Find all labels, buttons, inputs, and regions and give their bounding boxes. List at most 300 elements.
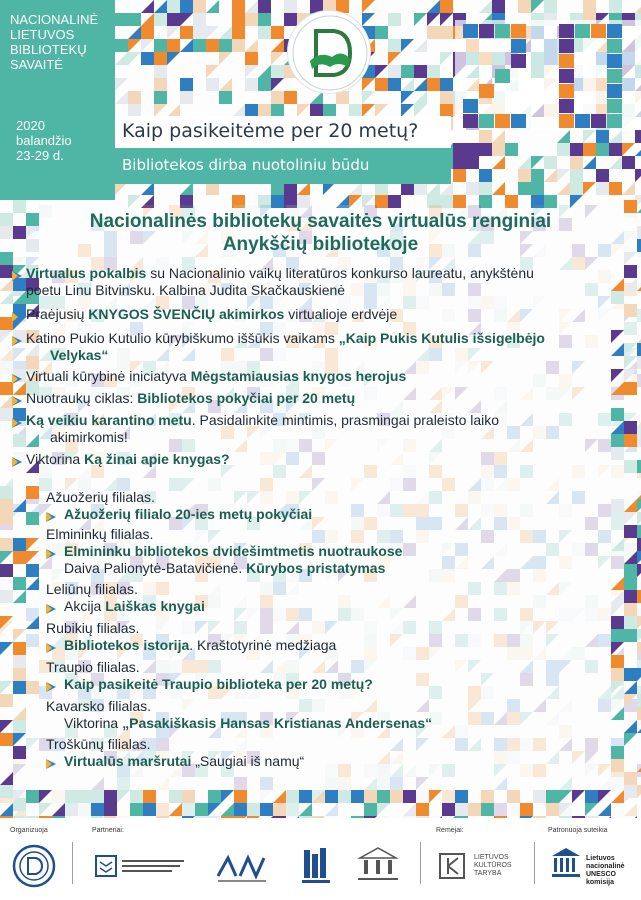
mosaic-tile (533, 595, 546, 608)
mosaic-tile (533, 738, 546, 751)
mosaic-tile (167, 39, 180, 52)
mosaic-tile (559, 504, 572, 517)
mosaic-tile (440, 91, 453, 104)
mosaic-tile (0, 694, 13, 707)
mosaic-tile (271, 65, 284, 78)
mosaic-tile (390, 504, 403, 517)
mosaic-tile (546, 582, 559, 595)
mosaic-tile (245, 13, 258, 26)
mosaic-tile (637, 707, 641, 720)
mosaic-tile (427, 65, 440, 78)
mosaic-tile (219, 26, 232, 39)
event-bold[interactable]: Velykas“ (50, 347, 109, 363)
organizer-label: Organizuoja (10, 827, 48, 834)
event-item (26, 412, 626, 446)
mosaic-tile (520, 556, 533, 569)
mosaic-tile (546, 491, 559, 504)
council-line: TARYBA (474, 870, 502, 877)
mosaic-tile (481, 686, 494, 699)
mosaic-tile (401, 65, 414, 78)
mosaic-tile (13, 655, 26, 668)
twenty-tile (607, 39, 622, 53)
mosaic-tile (416, 517, 429, 530)
mosaic-tile (403, 803, 416, 816)
mosaic-tile (611, 668, 624, 681)
mosaic-tile (117, 777, 130, 790)
twenty-tile (559, 69, 574, 83)
mosaic-tile (624, 733, 637, 746)
mosaic-tile (609, 182, 622, 195)
mosaic-tile (26, 738, 39, 751)
mosaic-tile (468, 491, 481, 504)
mosaic-tile (466, 143, 479, 156)
sponsor-label: Remėjai: (436, 827, 464, 834)
event-date-line: 23-29 d. (16, 148, 64, 163)
mosaic-tile (364, 517, 377, 530)
mosaic-tile (390, 530, 403, 543)
mosaic-tile (572, 751, 585, 764)
mosaic-tile (635, 169, 641, 182)
mosaic-tile (169, 478, 182, 491)
mosaic-tile (26, 512, 39, 525)
mosaic-tile (364, 699, 377, 712)
mosaic-tile (546, 751, 559, 764)
mosaic-tile (531, 169, 544, 182)
mosaic-tile (416, 790, 429, 803)
mosaic-tile (234, 803, 247, 816)
mosaic-tile (507, 738, 520, 751)
mosaic-tile (533, 764, 546, 777)
mosaic-tile (78, 803, 91, 816)
mosaic-tile (245, 0, 258, 13)
mosaic-tile (637, 525, 641, 538)
mosaic-tile (427, 0, 440, 13)
mosaic-tile (156, 621, 169, 634)
mosaic-tile (206, 65, 219, 78)
mosaic-tile (403, 764, 416, 777)
mosaic-tile (494, 569, 507, 582)
mosaic-tile (143, 582, 156, 595)
mosaic-tile (611, 759, 624, 772)
mosaic-tile (429, 634, 442, 647)
mosaic-tile (585, 634, 598, 647)
mosaic-tile (557, 130, 570, 143)
branch-event (64, 560, 385, 576)
mosaic-tile (0, 733, 13, 746)
mosaic-tile (351, 660, 364, 673)
twenty-tile (511, 24, 526, 38)
mosaic-tile (637, 226, 641, 239)
twenty-tile (607, 99, 622, 113)
mosaic-tile (375, 65, 388, 78)
unesco-commission-name (586, 855, 641, 887)
mosaic-tile (364, 777, 377, 790)
arrow-bullet-icon (46, 509, 56, 519)
mosaic-tile (206, 0, 219, 13)
mosaic-tile (401, 78, 414, 91)
mosaic-tile (286, 803, 299, 816)
mosaic-tile (507, 478, 520, 491)
mosaic-tile (232, 39, 245, 52)
mosaic-tile (481, 556, 494, 569)
mosaic-tile (520, 608, 533, 621)
twenty-tile (607, 54, 622, 68)
twenty-tile (495, 69, 510, 83)
mosaic-tile (351, 517, 364, 530)
mosaic-tile (637, 499, 641, 512)
mosaic-tile (364, 764, 377, 777)
mosaic-tile (559, 530, 572, 543)
mosaic-tile (141, 13, 154, 26)
branch-event-bold[interactable]: Virtualūs maršrutai (64, 753, 192, 769)
mosaic-tile (609, 156, 622, 169)
twenty-tile (607, 114, 622, 128)
mosaic-tile (442, 764, 455, 777)
mosaic-tile (130, 790, 143, 803)
mosaic-tile (195, 621, 208, 634)
mosaic-tile (154, 39, 167, 52)
mosaic-tile (494, 738, 507, 751)
mosaic-tile (286, 608, 299, 621)
mosaic-tile (440, 78, 453, 91)
mosaic-tile (481, 504, 494, 517)
mosaic-tile (624, 681, 637, 694)
mosaic-tile (468, 517, 481, 530)
mosaic-tile (507, 647, 520, 660)
mosaic-tile (325, 777, 338, 790)
mosaic-tile (154, 65, 167, 78)
mosaic-tile (468, 686, 481, 699)
mosaic-tile (468, 478, 481, 491)
mosaic-tile (65, 790, 78, 803)
mosaic-tile (234, 790, 247, 803)
heading-line: Anykščių bibliotekoje (222, 234, 419, 255)
mosaic-tile (494, 504, 507, 517)
mosaic-tile (518, 0, 531, 13)
mosaic-tile (416, 738, 429, 751)
mosaic-tile (219, 52, 232, 65)
twenty-tile (607, 24, 622, 38)
mosaic-tile (440, 52, 453, 65)
event-text: . Pasidalinkite mintimis, prasmingai praleisto laiko (191, 412, 500, 428)
mosaic-tile (453, 143, 466, 156)
mosaic-tile (585, 543, 598, 556)
event-text: akimirkomis! (50, 429, 128, 445)
mosaic-tile (520, 530, 533, 543)
mosaic-tile (494, 608, 507, 621)
mosaic-tile (468, 699, 481, 712)
mosaic-tile (637, 356, 641, 369)
organizer-logo-icon[interactable] (10, 842, 58, 890)
mosaic-tile (299, 790, 312, 803)
mosaic-tile (546, 673, 559, 686)
mosaic-tile (325, 491, 338, 504)
mosaic-tile (403, 790, 416, 803)
mosaic-tile (546, 634, 559, 647)
mosaic-tile (611, 499, 624, 512)
mosaic-tile (598, 777, 611, 790)
mosaic-tile (624, 668, 637, 681)
mosaic-tile (531, 156, 544, 169)
mosaic-tile (351, 504, 364, 517)
mosaic-tile (260, 582, 273, 595)
mosaic-tile (622, 182, 635, 195)
event-date (16, 118, 106, 163)
mosaic-tile (609, 143, 622, 156)
mosaic-tile (91, 777, 104, 790)
mosaic-tile (637, 668, 641, 681)
mosaic-tile (390, 738, 403, 751)
mosaic-tile (570, 169, 583, 182)
mosaic-tile (611, 616, 624, 629)
twenty-tile (463, 114, 478, 128)
mosaic-tile (104, 803, 117, 816)
mosaic-tile (260, 491, 273, 504)
mosaic-tile (481, 673, 494, 686)
mosaic-tile (375, 26, 388, 39)
mosaic-tile (273, 608, 286, 621)
mosaic-tile (414, 78, 427, 91)
mosaic-tile (154, 52, 167, 65)
branch-event-bold[interactable]: Bibliotekos istorija (64, 637, 190, 653)
mosaic-tile (180, 91, 193, 104)
mosaic-tile (52, 790, 65, 803)
mosaic-tile (466, 182, 479, 195)
arrow-bullet-icon (12, 393, 22, 403)
mosaic-tile (414, 39, 427, 52)
mosaic-tile (273, 660, 286, 673)
mosaic-tile (156, 777, 169, 790)
mosaic-tile (492, 156, 505, 169)
mosaic-tile (299, 699, 312, 712)
mosaic-tile (637, 434, 641, 447)
mosaic-tile (182, 803, 195, 816)
mosaic-tile (247, 803, 260, 816)
event-name-line: NACIONALINĖ (10, 12, 99, 27)
mosaic-tile (611, 655, 624, 668)
event-name (10, 12, 110, 72)
mosaic-tile (0, 681, 13, 694)
mosaic-tile (611, 777, 624, 790)
mosaic-tile (494, 582, 507, 595)
branch-event-bold[interactable]: Kaip pasikeitė Traupio biblioteka per 20 metų? (64, 676, 373, 692)
mosaic-tile (455, 543, 468, 556)
mosaic-tile (13, 720, 26, 733)
event-bold[interactable]: Ką žinai apie knygas? (84, 451, 230, 467)
mosaic-tile (429, 621, 442, 634)
mosaic-tile (260, 790, 273, 803)
event-bold[interactable]: Virtualus pokalbis (26, 265, 147, 281)
mosaic-tile (518, 169, 531, 182)
mosaic-tile (598, 686, 611, 699)
mosaic-tile (479, 130, 492, 143)
mosaic-tile (364, 790, 377, 803)
mosaic-tile (440, 0, 453, 13)
partner-lba-logo-icon[interactable] (214, 842, 270, 890)
mosaic-tile (637, 551, 641, 564)
mosaic-tile (585, 738, 598, 751)
mosaic-tile (208, 621, 221, 634)
mosaic-tile (312, 530, 325, 543)
mosaic-tile (232, 0, 245, 13)
branch-event-bold[interactable]: Kūrybos pristatymas (246, 560, 386, 576)
mosaic-tile (260, 660, 273, 673)
mosaic-tile (611, 603, 624, 616)
mosaic-tile (403, 621, 416, 634)
twenty-tile (495, 114, 510, 128)
mosaic-tile (624, 720, 637, 733)
mosaic-tile (388, 78, 401, 91)
mosaic-tile (544, 169, 557, 182)
mosaic-tile (624, 577, 637, 590)
mosaic-tile (570, 143, 583, 156)
event-bold[interactable]: Bibliotekos pokyčiai per 20 metų (137, 390, 356, 406)
mosaic-tile (440, 13, 453, 26)
mosaic-tile (455, 595, 468, 608)
mosaic-tile (13, 746, 26, 759)
heading-line: Nacionalinės bibliotekų savaitės virtualūs renginiai (89, 211, 552, 232)
mosaic-tile (559, 582, 572, 595)
twenty-tile (479, 84, 494, 98)
mosaic-tile (299, 608, 312, 621)
mosaic-tile (377, 491, 390, 504)
mosaic-tile (583, 156, 596, 169)
mosaic-tile (219, 91, 232, 104)
unesco-line: Lietuvos nacionalinė (586, 855, 625, 870)
mosaic-tile (611, 556, 624, 569)
mosaic-tile (637, 538, 641, 551)
mosaic-tile (624, 603, 637, 616)
mosaic-tile (598, 790, 611, 803)
mosaic-tile (180, 39, 193, 52)
footer-divider (534, 842, 535, 884)
mosaic-tile (26, 634, 39, 647)
mosaic-tile (167, 26, 180, 39)
mosaic-tile (312, 660, 325, 673)
branch-event-bold[interactable]: Laiškas knygai (105, 598, 205, 614)
event-item (26, 368, 626, 385)
mosaic-tile (221, 790, 234, 803)
mosaic-tile (13, 642, 26, 655)
mosaic-tile (208, 530, 221, 543)
mosaic-tile (26, 790, 39, 803)
mosaic-tile (401, 39, 414, 52)
partner-lmba-logo-icon[interactable] (298, 842, 334, 890)
mosaic-tile (364, 660, 377, 673)
mosaic-tile (219, 39, 232, 52)
mosaic-tile (338, 790, 351, 803)
mosaic-tile (26, 564, 39, 577)
mosaic-tile (13, 577, 26, 590)
event-bold[interactable]: Ką veikiu karantino metu (26, 412, 192, 428)
branch-event-bold[interactable]: Ažuožerių filialo 20-ies metų pokyčiai (64, 506, 313, 522)
mosaic-tile (481, 790, 494, 803)
mosaic-tile (572, 543, 585, 556)
mosaic-tile (403, 543, 416, 556)
mosaic-tile (624, 629, 637, 642)
mosaic-tile (585, 803, 598, 816)
mosaic-tile (596, 182, 609, 195)
mosaic-tile (520, 504, 533, 517)
mosaic-tile (455, 738, 468, 751)
mosaic-tile (271, 195, 284, 208)
mosaic-tile (416, 647, 429, 660)
mosaic-tile (533, 530, 546, 543)
mosaic-tile (455, 634, 468, 647)
mosaic-tile (440, 26, 453, 39)
mosaic-tile (13, 629, 26, 642)
mosaic-tile (377, 790, 390, 803)
mosaic-tile (598, 764, 611, 777)
arrow-bullet-icon (12, 415, 22, 425)
mosaic-tile (286, 621, 299, 634)
partner-national-library-logo-icon[interactable] (350, 842, 406, 890)
mosaic-tile (468, 712, 481, 725)
mosaic-tile (455, 660, 468, 673)
mosaic-tile (583, 130, 596, 143)
mosaic-tile (507, 790, 520, 803)
twenty-tile (559, 54, 574, 68)
mosaic-tile (245, 78, 258, 91)
branch-event-bold[interactable]: Elmininku bibliotekos dvidešimtmetis nuotraukose (64, 543, 403, 559)
mosaic-tile (637, 629, 641, 642)
mosaic-tile (221, 803, 234, 816)
mosaic-tile (453, 169, 466, 182)
mosaic-tile (559, 699, 572, 712)
event-name-line: SAVAITĖ (10, 57, 63, 72)
mosaic-tile (208, 478, 221, 491)
mosaic-tile (117, 790, 130, 803)
twenty-tile (559, 99, 574, 113)
mosaic-tile (442, 569, 455, 582)
mosaic-tile (637, 785, 641, 798)
mosaic-tile (154, 91, 167, 104)
mosaic-tile (585, 608, 598, 621)
mosaic-tile (596, 130, 609, 143)
mosaic-tile (479, 0, 492, 13)
mosaic-tile (427, 26, 440, 39)
mosaic-tile (559, 647, 572, 660)
branch-event-text: Daiva Palionytė-Batavičienė. (64, 560, 247, 576)
mosaic-tile (494, 517, 507, 530)
mosaic-tile (141, 39, 154, 52)
mosaic-tile (585, 751, 598, 764)
twenty-tile (591, 114, 606, 128)
unesco-logo-icon[interactable] (548, 842, 584, 890)
mosaic-tile (637, 616, 641, 629)
mosaic-tile (546, 478, 559, 491)
mosaic-tile (128, 26, 141, 39)
mosaic-tile (596, 169, 609, 182)
mosaic-tile (507, 634, 520, 647)
mosaic-tile (520, 621, 533, 634)
twenty-tile (575, 24, 590, 38)
mosaic-tile (598, 608, 611, 621)
event-bold[interactable]: „Kaip Pukis Kutulis išsigelbėjo (338, 330, 545, 346)
mosaic-tile (494, 712, 507, 725)
mosaic-tile (388, 65, 401, 78)
mosaic-tile (557, 169, 570, 182)
mosaic-tile (624, 803, 637, 816)
event-bold[interactable]: Mėgstamiausias knygos herojus (190, 368, 407, 384)
mosaic-tile (141, 52, 154, 65)
event-bold[interactable]: KNYGOS ŠVENČIŲ akimirkos (88, 306, 285, 322)
mosaic-tile (637, 413, 641, 426)
branch-event-bold[interactable]: „Pasakiškasis Hansas Kristianas Andersenas“ (122, 715, 433, 731)
partner-association-logo-icon[interactable] (92, 842, 192, 890)
mosaic-tile (375, 78, 388, 91)
mosaic-tile (0, 564, 13, 577)
